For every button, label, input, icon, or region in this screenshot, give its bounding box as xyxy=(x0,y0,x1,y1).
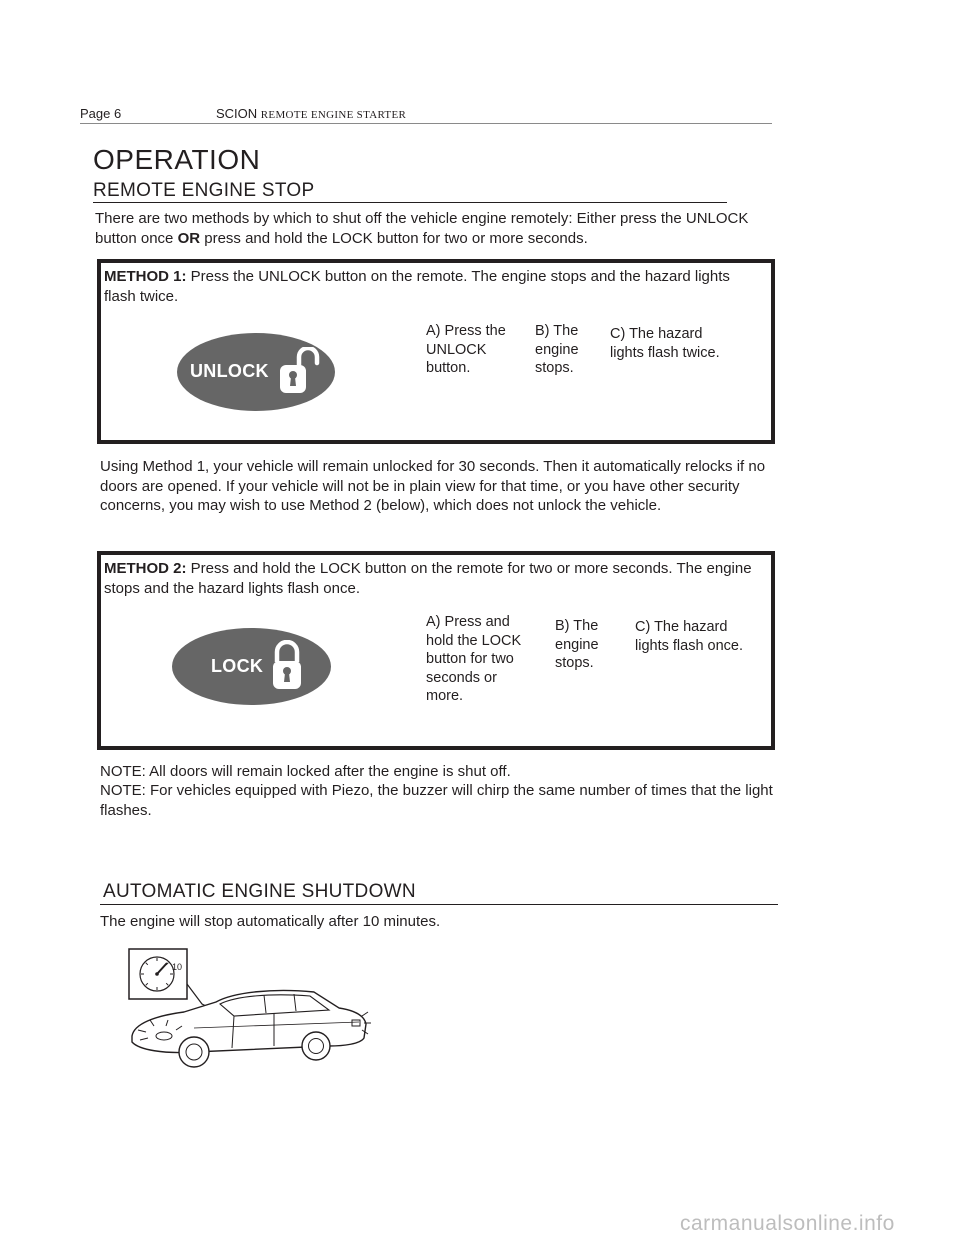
method1-label: METHOD 1: xyxy=(104,268,187,285)
method2-label: METHOD 2: xyxy=(104,560,187,577)
running-header xyxy=(216,106,406,121)
front-wheel xyxy=(179,1037,209,1067)
note-doors-locked: NOTE: All doors will remain locked after the engine is shut off. xyxy=(100,763,511,780)
unlocked-padlock-icon xyxy=(277,347,321,397)
car-timer-illustration xyxy=(124,946,374,1076)
manual-title: REMOTE ENGINE STARTER xyxy=(260,109,407,121)
lock-button-label: LOCK xyxy=(211,656,264,676)
intro-text-1: There are two methods by which to shut off the vehicle engine remotely: Either press the UNLOCK button once xyxy=(95,210,749,247)
rear-wheel xyxy=(302,1032,330,1060)
unlock-button-label: UNLOCK xyxy=(190,361,269,381)
method2-step-b: B) The engine stops. xyxy=(555,618,599,671)
auto-shutdown-text: The engine will stop automatically after 10 minutes. xyxy=(100,913,441,930)
auto-shutdown-heading: AUTOMATIC ENGINE SHUTDOWN xyxy=(103,881,416,902)
intro-bold: OR xyxy=(177,229,201,247)
method1-step-b: B) The engine stops. xyxy=(535,323,579,376)
timer-label: 10 xyxy=(172,962,183,972)
method2-description xyxy=(104,559,764,598)
method1-box xyxy=(97,259,775,444)
brand-name: SCION xyxy=(216,106,258,121)
header-rule xyxy=(80,123,772,124)
method2-step-a: A) Press and hold the LOCK button for two seconds or more. xyxy=(426,614,522,704)
method2-step-c: C) The hazard lights flash once. xyxy=(635,619,744,654)
method1-text: Press the UNLOCK button on the remote. The engine stops and the hazard lights flash twice. xyxy=(104,268,730,305)
method1-description xyxy=(104,267,754,306)
remote-stop-rule xyxy=(93,202,727,203)
note-piezo: NOTE: For vehicles equipped with Piezo, the buzzer will chirp the same number of times that the light flashes. xyxy=(100,782,773,819)
auto-shutdown-rule xyxy=(100,904,778,905)
remote-stop-heading: REMOTE ENGINE STOP xyxy=(93,180,315,201)
method2-text: Press and hold the LOCK button on the remote for two or more seconds. The engine stops and the hazard lights flash once. xyxy=(104,560,752,597)
method1-note: Using Method 1, your vehicle will remain unlocked for 30 seconds. Then it automatically relocks if no doors are opened. If your vehicle will not be in plain view for that time, or you have other security concerns, you may wish to use Method 2 (below), which does not unlock the vehicle. xyxy=(100,458,766,514)
method1-step-a: A) Press the UNLOCK button. xyxy=(426,323,506,376)
locked-padlock-icon xyxy=(270,640,304,692)
method1-step-c: C) The hazard lights flash twice. xyxy=(610,326,720,361)
method2-box xyxy=(97,551,775,750)
section-title: OPERATION xyxy=(93,144,261,175)
lock-remote-button xyxy=(172,628,331,705)
intro-text-2: press and hold the LOCK button for two or more seconds. xyxy=(200,229,588,247)
remote-stop-intro xyxy=(95,209,755,248)
unlock-remote-button xyxy=(177,333,335,411)
watermark-text: carmanualsonline.info xyxy=(680,1212,895,1235)
page-number: Page 6 xyxy=(80,106,122,121)
